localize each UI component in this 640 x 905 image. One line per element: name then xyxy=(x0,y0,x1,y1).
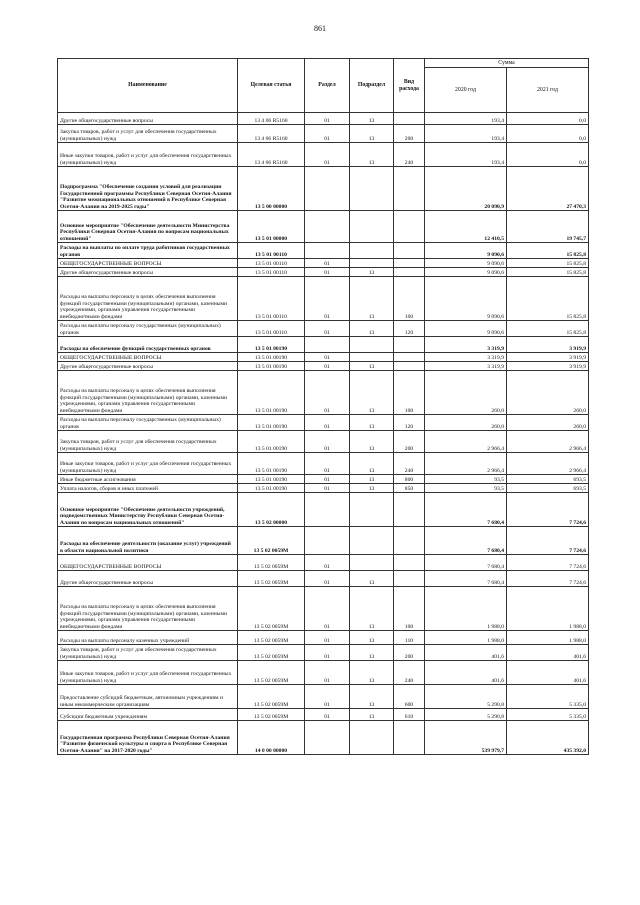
cell-target: 13 5 02 0059М xyxy=(238,587,305,631)
cell-target: 13 5 02 0059М xyxy=(238,631,305,645)
cell-kind xyxy=(394,243,425,259)
header-section: Раздел xyxy=(305,59,350,113)
table-row xyxy=(58,113,589,125)
cell-section: 01 xyxy=(305,113,350,125)
table-row xyxy=(58,243,589,259)
cell-section xyxy=(305,721,350,755)
cell-section: 01 xyxy=(305,415,350,431)
cell-2020: 3 319,9 xyxy=(425,337,507,353)
table-row xyxy=(58,431,589,453)
table-row xyxy=(58,321,589,337)
cell-kind: 100 xyxy=(394,371,425,415)
cell-target: 13 5 01 00110 xyxy=(238,243,305,259)
cell-2021: 435 392,0 xyxy=(507,721,589,755)
cell-2021: 693,5 xyxy=(507,475,589,484)
cell-name: Расходы на выплаты персоналу в целях обеспечения выполнения функций государственными (муниципальными) органами, казенными учреждениями, органами управления государственными внебюджетными фондами xyxy=(58,371,238,415)
table-row xyxy=(58,415,589,431)
cell-section: 01 xyxy=(305,453,350,475)
table-row xyxy=(58,527,589,555)
cell-target: 13 5 02 0059М xyxy=(238,527,305,555)
cell-kind xyxy=(394,167,425,211)
cell-2021: 5 335,0 xyxy=(507,709,589,721)
cell-target: 13 5 01 00110 xyxy=(238,268,305,277)
cell-section xyxy=(305,337,350,353)
cell-2021: 401,6 xyxy=(507,661,589,685)
table-row xyxy=(58,259,589,268)
cell-subsection: 13 xyxy=(350,453,394,475)
cell-subsection xyxy=(350,167,394,211)
cell-kind xyxy=(394,527,425,555)
cell-2020: 5 290,8 xyxy=(425,685,507,709)
cell-target: 13 5 01 00110 xyxy=(238,277,305,321)
table-row xyxy=(58,484,589,493)
cell-2020: 3 319,9 xyxy=(425,353,507,362)
cell-name: Расходы на выплаты по оплате труда работников государственных органов xyxy=(58,243,238,259)
cell-2020: 1 988,0 xyxy=(425,631,507,645)
cell-name: Расходы на обеспечение деятельности (оказание услуг) учреждений в области национальной политики xyxy=(58,527,238,555)
table-row xyxy=(58,453,589,475)
cell-subsection: 13 xyxy=(350,143,394,167)
cell-target: 13 5 02 0059М xyxy=(238,685,305,709)
cell-kind xyxy=(394,268,425,277)
cell-2020: 9 090,6 xyxy=(425,243,507,259)
cell-kind: 200 xyxy=(394,125,425,143)
table-row xyxy=(58,362,589,371)
cell-2021: 1 988,0 xyxy=(507,587,589,631)
cell-2021: 15 825,8 xyxy=(507,243,589,259)
cell-2021: 2 966,4 xyxy=(507,453,589,475)
cell-kind: 240 xyxy=(394,453,425,475)
cell-name: Закупка товаров, работ и услуг для обеспечения государственных (муниципальных) нужд xyxy=(58,431,238,453)
cell-name: Закупка товаров, работ и услуг для обеспечения государственных (муниципальных) нужд xyxy=(58,645,238,661)
cell-section xyxy=(305,527,350,555)
table-row xyxy=(58,125,589,143)
header-target: Целевая статья xyxy=(238,59,305,113)
table-row xyxy=(58,709,589,721)
table-row xyxy=(58,211,589,243)
cell-kind: 850 xyxy=(394,484,425,493)
cell-target: 13 4 06 R5160 xyxy=(238,143,305,167)
cell-name: Основное мероприятие "Обеспечение деятельности Министерства Республики Северная Осетия-Алания по вопросам национальных отношений" xyxy=(58,211,238,243)
cell-subsection: 13 xyxy=(350,571,394,587)
cell-target: 13 5 02 0059М xyxy=(238,571,305,587)
cell-name: Иные закупки товаров, работ и услуг для обеспечения государственных (муниципальных) нужд xyxy=(58,661,238,685)
cell-kind xyxy=(394,259,425,268)
cell-subsection: 13 xyxy=(350,685,394,709)
cell-subsection xyxy=(350,243,394,259)
table-row xyxy=(58,721,589,755)
table-row xyxy=(58,143,589,167)
cell-subsection xyxy=(350,555,394,571)
cell-section: 01 xyxy=(305,555,350,571)
cell-2021: 0,0 xyxy=(507,113,589,125)
cell-target: 13 5 01 00190 xyxy=(238,371,305,415)
table-row xyxy=(58,353,589,362)
cell-subsection: 13 xyxy=(350,475,394,484)
cell-2020: 260,0 xyxy=(425,371,507,415)
cell-2021: 27 470,3 xyxy=(507,167,589,211)
cell-2021: 1 988,0 xyxy=(507,631,589,645)
cell-section: 01 xyxy=(305,645,350,661)
cell-2021: 7 724,6 xyxy=(507,571,589,587)
cell-target: 13 5 01 00190 xyxy=(238,362,305,371)
cell-subsection: 13 xyxy=(350,661,394,685)
table-header xyxy=(58,59,589,113)
cell-section: 01 xyxy=(305,587,350,631)
cell-2021: 693,5 xyxy=(507,484,589,493)
cell-target: 13 5 01 00190 xyxy=(238,337,305,353)
cell-target: 13 5 01 00110 xyxy=(238,259,305,268)
cell-2020: 3 319,9 xyxy=(425,362,507,371)
cell-2021: 3 919,9 xyxy=(507,337,589,353)
cell-2020: 9 090,6 xyxy=(425,277,507,321)
cell-2020: 193,4 xyxy=(425,113,507,125)
cell-subsection: 13 xyxy=(350,709,394,721)
cell-kind: 120 xyxy=(394,321,425,337)
cell-section: 01 xyxy=(305,661,350,685)
cell-target: 13 5 01 00190 xyxy=(238,484,305,493)
cell-kind: 800 xyxy=(394,475,425,484)
cell-section: 01 xyxy=(305,631,350,645)
cell-subsection: 13 xyxy=(350,268,394,277)
cell-name: Расходы на выплаты персоналу в целях обеспечения выполнения функций государственными (муниципальными) органами, казенными учреждениями, органами управления государственными внебюджетными фондами xyxy=(58,587,238,631)
cell-2020: 7 680,4 xyxy=(425,571,507,587)
cell-subsection: 13 xyxy=(350,371,394,415)
cell-target: 13 5 01 00110 xyxy=(238,321,305,337)
cell-name: Основное мероприятие "Обеспечение деятельности учреждений, подведомственных Министерству Республики Северная Осетия-Алания по вопросам национальных отношений" xyxy=(58,493,238,527)
page-number: 861 xyxy=(314,24,326,33)
cell-target: 13 5 01 00190 xyxy=(238,453,305,475)
cell-target: 13 5 02 0059М xyxy=(238,645,305,661)
cell-section: 01 xyxy=(305,571,350,587)
cell-2020: 7 680,4 xyxy=(425,493,507,527)
cell-2021: 260,0 xyxy=(507,415,589,431)
cell-name: Иные закупки товаров, работ и услуг для обеспечения государственных (муниципальных) нужд xyxy=(58,143,238,167)
cell-2021: 2 966,4 xyxy=(507,431,589,453)
cell-target: 13 5 02 00000 xyxy=(238,493,305,527)
cell-2021: 15 825,8 xyxy=(507,277,589,321)
table-row xyxy=(58,555,589,571)
cell-section: 01 xyxy=(305,484,350,493)
cell-2021: 5 335,0 xyxy=(507,685,589,709)
cell-2021: 7 724,6 xyxy=(507,555,589,571)
cell-kind xyxy=(394,721,425,755)
cell-section xyxy=(305,243,350,259)
cell-subsection xyxy=(350,337,394,353)
cell-section: 01 xyxy=(305,125,350,143)
cell-kind: 100 xyxy=(394,277,425,321)
cell-section xyxy=(305,211,350,243)
cell-subsection: 13 xyxy=(350,587,394,631)
cell-kind: 610 xyxy=(394,709,425,721)
cell-2021: 260,0 xyxy=(507,371,589,415)
cell-target: 13 5 01 00190 xyxy=(238,353,305,362)
cell-name: Расходы на выплаты персоналу в целях обеспечения выполнения функций государственными (муниципальными) органами, казенными учреждениями, органами управления государственными внебюджетными фондами xyxy=(58,277,238,321)
cell-target: 13 4 06 R5160 xyxy=(238,125,305,143)
cell-name: Расходы на выплаты персоналу государственных (муниципальных) органов xyxy=(58,321,238,337)
cell-2021: 0,0 xyxy=(507,143,589,167)
cell-2020: 93,5 xyxy=(425,475,507,484)
cell-name: Государственная программа Республики Северная Осетия-Алания "Развитие физической культуры и спорта в Республике Северная Осетия-Алания" на 2017-2020 годы" xyxy=(58,721,238,755)
cell-2020: 193,4 xyxy=(425,143,507,167)
cell-kind: 120 xyxy=(394,415,425,431)
cell-target: 13 5 01 00000 xyxy=(238,211,305,243)
cell-2021: 3 919,9 xyxy=(507,353,589,362)
cell-section: 01 xyxy=(305,143,350,167)
budget-table xyxy=(57,58,589,755)
cell-target: 13 5 02 0059М xyxy=(238,555,305,571)
header-kind: Вид расхода xyxy=(394,59,425,113)
cell-subsection: 13 xyxy=(350,645,394,661)
cell-section: 01 xyxy=(305,431,350,453)
cell-kind xyxy=(394,555,425,571)
cell-subsection xyxy=(350,211,394,243)
cell-subsection: 13 xyxy=(350,484,394,493)
cell-kind xyxy=(394,113,425,125)
cell-section: 01 xyxy=(305,321,350,337)
cell-name: Другие общегосударственные вопросы xyxy=(58,268,238,277)
cell-name: Иные закупки товаров, работ и услуг для обеспечения государственных (муниципальных) нужд xyxy=(58,453,238,475)
cell-kind: 200 xyxy=(394,431,425,453)
table-row xyxy=(58,587,589,631)
cell-name: Расходы на выплаты персоналу государственных (муниципальных) органов xyxy=(58,415,238,431)
cell-kind xyxy=(394,493,425,527)
cell-name: ОБЩЕГОСУДАРСТВЕННЫЕ ВОПРОСЫ xyxy=(58,555,238,571)
cell-kind: 100 xyxy=(394,587,425,631)
cell-2020: 2 966,4 xyxy=(425,453,507,475)
cell-subsection: 13 xyxy=(350,125,394,143)
cell-2020: 401,6 xyxy=(425,645,507,661)
cell-section: 01 xyxy=(305,268,350,277)
cell-section xyxy=(305,167,350,211)
cell-name: ОБЩЕГОСУДАРСТВЕННЫЕ ВОПРОСЫ xyxy=(58,353,238,362)
cell-target: 13 5 01 00190 xyxy=(238,475,305,484)
cell-name: Расходы на выплаты персоналу казенных учреждений xyxy=(58,631,238,645)
cell-2021: 19 745,7 xyxy=(507,211,589,243)
header-name: Наименование xyxy=(58,59,238,113)
table-row xyxy=(58,371,589,415)
cell-subsection: 13 xyxy=(350,415,394,431)
cell-2021: 7 724,6 xyxy=(507,493,589,527)
cell-subsection: 13 xyxy=(350,113,394,125)
cell-subsection: 13 xyxy=(350,431,394,453)
table-row xyxy=(58,277,589,321)
cell-kind: 600 xyxy=(394,685,425,709)
cell-section: 01 xyxy=(305,277,350,321)
table-row xyxy=(58,268,589,277)
cell-subsection xyxy=(350,527,394,555)
table-row xyxy=(58,571,589,587)
cell-2021: 15 825,8 xyxy=(507,268,589,277)
cell-name: Иные бюджетные ассигнования xyxy=(58,475,238,484)
cell-section xyxy=(305,493,350,527)
cell-2020: 5 290,8 xyxy=(425,709,507,721)
cell-subsection xyxy=(350,493,394,527)
cell-section: 01 xyxy=(305,709,350,721)
cell-2021: 15 825,8 xyxy=(507,321,589,337)
cell-name: Другие общегосударственные вопросы xyxy=(58,362,238,371)
cell-2020: 9 090,6 xyxy=(425,259,507,268)
table-row xyxy=(58,337,589,353)
cell-name: Другие общегосударственные вопросы xyxy=(58,113,238,125)
cell-section: 01 xyxy=(305,362,350,371)
cell-kind xyxy=(394,337,425,353)
cell-target: 13 5 02 0059М xyxy=(238,709,305,721)
cell-section: 01 xyxy=(305,475,350,484)
cell-2021: 15 825,8 xyxy=(507,259,589,268)
table-body xyxy=(58,113,589,755)
cell-kind: 240 xyxy=(394,143,425,167)
cell-name: Закупка товаров, работ и услуг для обеспечения государственных (муниципальных) нужд xyxy=(58,125,238,143)
cell-target: 14 0 00 00000 xyxy=(238,721,305,755)
cell-2020: 93,5 xyxy=(425,484,507,493)
cell-name: Расходы на обеспечение функций государственных органов xyxy=(58,337,238,353)
table-row xyxy=(58,493,589,527)
table-row xyxy=(58,167,589,211)
cell-name: Другие общегосударственные вопросы xyxy=(58,571,238,587)
header-2020: 2020 год xyxy=(425,68,507,113)
cell-2020: 7 680,4 xyxy=(425,527,507,555)
cell-subsection: 13 xyxy=(350,277,394,321)
cell-2020: 260,0 xyxy=(425,415,507,431)
cell-name: Подпрограмма "Обеспечение создания условий для реализации Государственной программы Республики Северная Осетия-Алания "Развитие межнациональных отношений в Республике Северная Осетия-Алания на 2019-2025 годы" xyxy=(58,167,238,211)
cell-name: ОБЩЕГОСУДАРСТВЕННЫЕ ВОПРОСЫ xyxy=(58,259,238,268)
cell-2020: 7 680,4 xyxy=(425,555,507,571)
cell-kind xyxy=(394,362,425,371)
cell-kind xyxy=(394,571,425,587)
cell-name: Предоставление субсидий бюджетным, автономным учреждениям и иным некоммерческим организациям xyxy=(58,685,238,709)
cell-subsection: 13 xyxy=(350,631,394,645)
cell-target: 13 5 01 00190 xyxy=(238,431,305,453)
cell-name: Субсидии бюджетным учреждениям xyxy=(58,709,238,721)
cell-2021: 0,0 xyxy=(507,125,589,143)
cell-2021: 401,6 xyxy=(507,645,589,661)
cell-2021: 7 724,6 xyxy=(507,527,589,555)
cell-subsection xyxy=(350,259,394,268)
cell-section: 01 xyxy=(305,353,350,362)
table-row xyxy=(58,685,589,709)
cell-target: 13 5 00 00000 xyxy=(238,167,305,211)
header-sum: Сумма xyxy=(425,59,589,68)
cell-kind: 240 xyxy=(394,661,425,685)
cell-kind xyxy=(394,353,425,362)
cell-2020: 20 090,9 xyxy=(425,167,507,211)
table-row xyxy=(58,631,589,645)
cell-2021: 3 919,9 xyxy=(507,362,589,371)
cell-2020: 9 090,6 xyxy=(425,321,507,337)
cell-kind: 110 xyxy=(394,631,425,645)
cell-kind: 200 xyxy=(394,645,425,661)
header-2021: 2021 год xyxy=(507,68,589,113)
cell-section: 01 xyxy=(305,259,350,268)
cell-2020: 1 988,0 xyxy=(425,587,507,631)
cell-subsection: 13 xyxy=(350,362,394,371)
header-subsection: Подраздел xyxy=(350,59,394,113)
table-row xyxy=(58,475,589,484)
cell-section: 01 xyxy=(305,371,350,415)
cell-2020: 401,6 xyxy=(425,661,507,685)
cell-2020: 9 090,6 xyxy=(425,268,507,277)
cell-subsection xyxy=(350,353,394,362)
table-row xyxy=(58,661,589,685)
cell-target: 13 4 06 R5160 xyxy=(238,113,305,125)
cell-section: 01 xyxy=(305,685,350,709)
cell-2020: 539 979,7 xyxy=(425,721,507,755)
table-row xyxy=(58,645,589,661)
cell-target: 13 5 01 00190 xyxy=(238,415,305,431)
cell-name: Уплата налогов, сборов и иных платежей xyxy=(58,484,238,493)
cell-kind xyxy=(394,211,425,243)
cell-2020: 12 410,5 xyxy=(425,211,507,243)
cell-2020: 193,4 xyxy=(425,125,507,143)
cell-subsection: 13 xyxy=(350,321,394,337)
cell-2020: 2 966,4 xyxy=(425,431,507,453)
cell-subsection xyxy=(350,721,394,755)
cell-target: 13 5 02 0059М xyxy=(238,661,305,685)
